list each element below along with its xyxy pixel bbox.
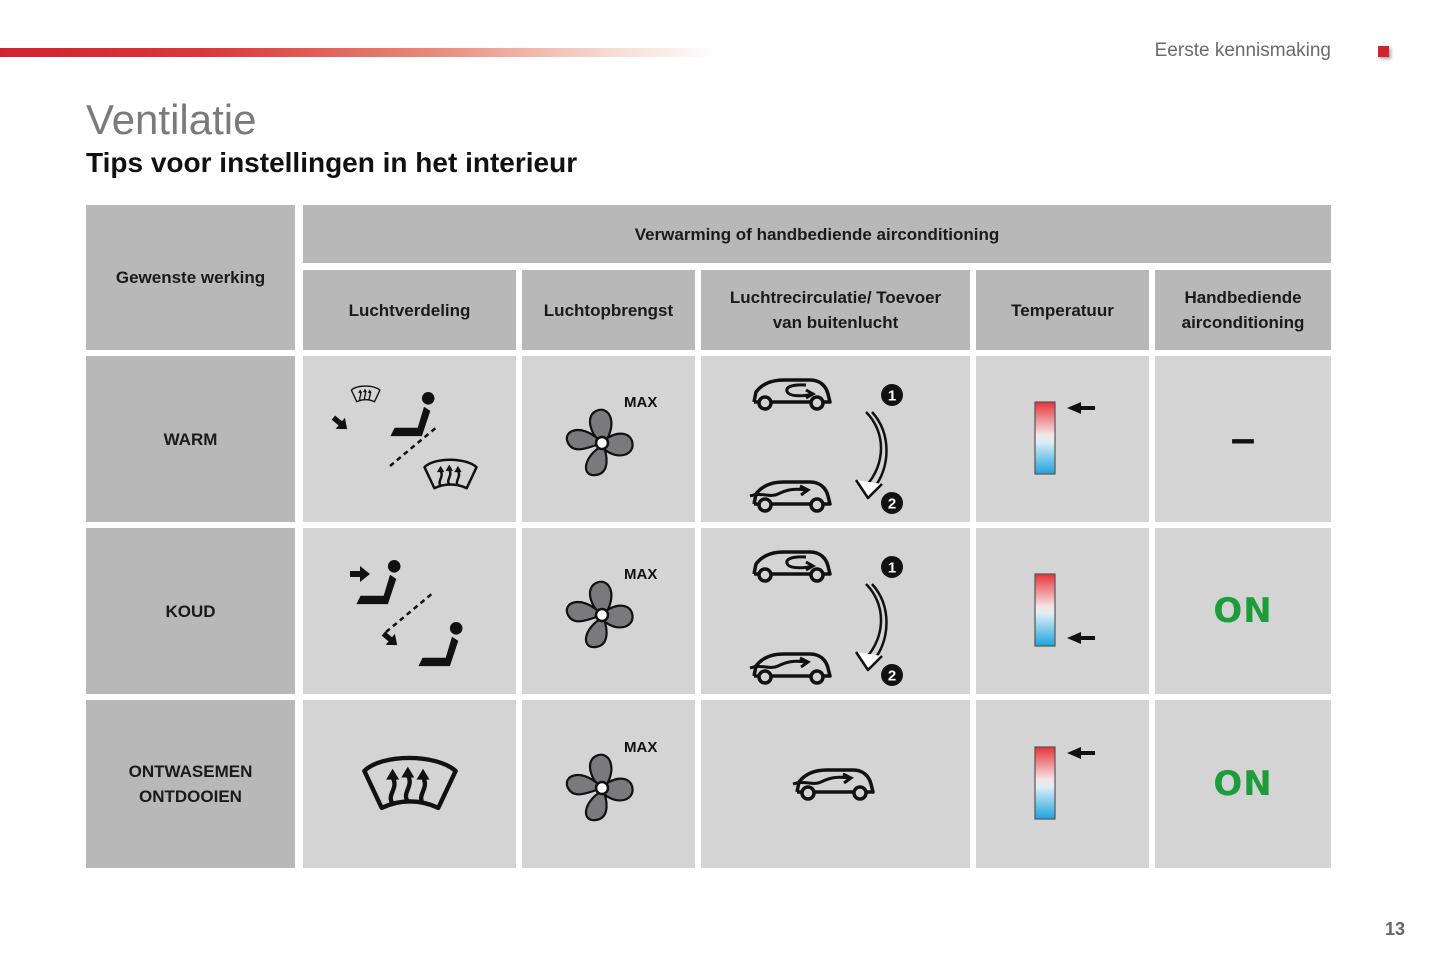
temperature-cell-demist	[976, 700, 1149, 868]
temperature-max-warm-icon	[1023, 394, 1103, 484]
header-group-label: Verwarming of handbediende airconditioning	[634, 224, 1000, 244]
manual-ac-cell-warm	[1155, 356, 1331, 522]
section-name: Eerste kennismaking	[1154, 40, 1331, 61]
header-air-distribution-label: Luchtverdeling	[348, 300, 471, 320]
manual-ac-cell-koud	[1155, 528, 1331, 694]
fan-max-icon	[554, 734, 664, 834]
section-marker	[1378, 46, 1389, 57]
face-and-feet-icon	[330, 546, 490, 676]
air-recirculation-cell-demist	[701, 700, 970, 868]
row-label-koud-text: KOUD	[165, 601, 216, 621]
header-group	[303, 205, 1331, 263]
step-1-number: 1	[887, 387, 896, 405]
header-manual-ac	[1155, 270, 1331, 350]
air-distribution-cell-koud	[303, 528, 516, 694]
header-air-distribution	[303, 270, 516, 350]
row-label-warm	[86, 356, 295, 522]
curved-arrow-icon	[856, 584, 887, 670]
header-desired-operation-label: Gewenste werking	[115, 268, 266, 287]
top-accent-bar	[0, 48, 720, 57]
temperature-cell-koud	[976, 528, 1149, 694]
header-temperature	[976, 270, 1149, 350]
step-2-number: 2	[887, 667, 896, 685]
page-subtitle: Tips voor instellingen in het interieur	[86, 147, 578, 178]
header-air-recirculation-line1: Luchtrecirculatie/ Toevoer	[729, 288, 942, 307]
step-2-number: 2	[887, 495, 896, 513]
fresh-air-car-icon	[750, 482, 830, 511]
row-label-demist	[86, 700, 295, 868]
air-distribution-cell-demist	[303, 700, 516, 868]
temperature-cell-warm	[976, 356, 1149, 522]
row-label-koud	[86, 528, 295, 694]
fan-max-icon	[554, 389, 664, 489]
header-air-flow-label: Luchtopbrengst	[543, 300, 674, 320]
temperature-max-warm-icon	[1023, 739, 1103, 829]
fresh-air-car-icon	[750, 654, 830, 683]
header-air-flow	[522, 270, 695, 350]
curved-arrow-icon	[856, 412, 887, 498]
fresh-air-car-icon	[791, 762, 881, 806]
air-recirculation-cell-warm	[701, 356, 970, 522]
header-manual-ac-line1: Handbediende	[1184, 288, 1302, 307]
header-temperature-label: Temperatuur	[1011, 300, 1114, 320]
row-label-demist-line1: ONTWASEMEN	[128, 762, 253, 781]
fan-max-label: MAX	[623, 739, 657, 756]
recirculation-car-icon	[754, 552, 830, 581]
fan-max-label: MAX	[623, 566, 657, 583]
air-flow-cell-warm	[522, 356, 695, 522]
recirculation-then-fresh-air-icon	[736, 364, 936, 514]
recirculation-then-fresh-air-icon	[736, 536, 936, 686]
page-number: 13	[1384, 919, 1405, 939]
air-distribution-cell-warm	[303, 356, 516, 522]
air-flow-cell-demist	[522, 700, 695, 868]
recirculation-car-icon	[754, 380, 830, 409]
page-title: Ventilatie	[86, 96, 257, 143]
header-air-recirculation-line2: van buitenlucht	[772, 313, 899, 332]
fan-max-icon	[554, 561, 664, 661]
row-label-demist-line2: ONTDOOIEN	[139, 787, 242, 806]
fan-max-label: MAX	[623, 394, 657, 411]
header-manual-ac-line2: airconditioning	[1181, 313, 1305, 332]
windscreen-defrost-icon	[360, 749, 460, 819]
manual-ac-on-koud: ON	[1213, 591, 1273, 631]
manual-ac-value-warm: –	[1230, 414, 1256, 463]
header-desired-operation	[86, 205, 295, 350]
row-label-warm-text: WARM	[163, 429, 218, 449]
air-recirculation-cell-koud	[701, 528, 970, 694]
air-flow-cell-koud	[522, 528, 695, 694]
header-air-recirculation	[701, 270, 970, 350]
manual-ac-on-demist: ON	[1213, 764, 1273, 804]
manual-ac-cell-demist	[1155, 700, 1331, 868]
windscreen-and-feet-icon	[330, 374, 490, 504]
step-1-number: 1	[887, 559, 896, 577]
temperature-max-cold-icon	[1023, 566, 1103, 656]
